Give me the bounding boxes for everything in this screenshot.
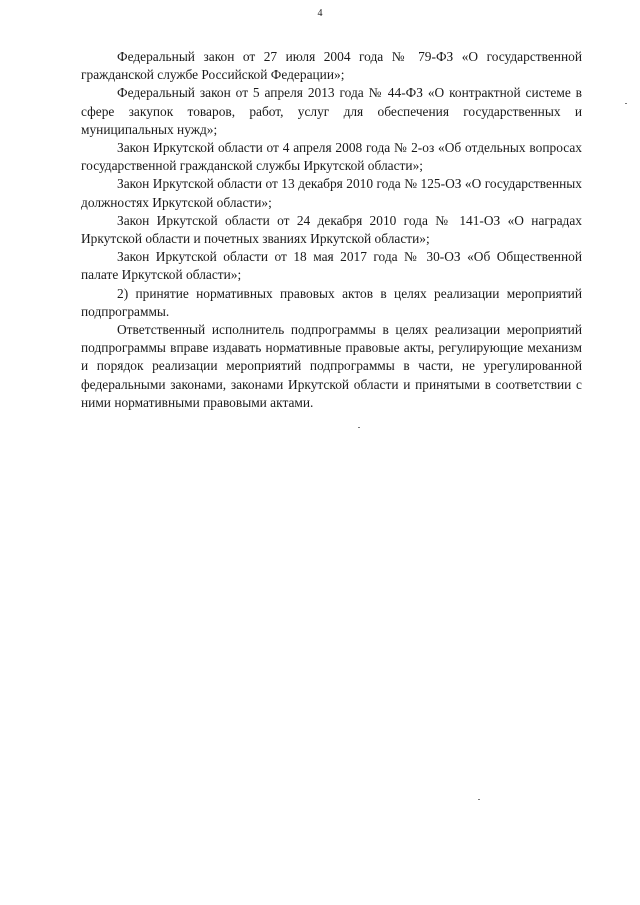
scan-speck	[478, 799, 480, 800]
paragraph-irkutsk-law-141: Закон Иркутской области от 24 декабря 2010 года № 141-ОЗ «О наградах Иркутской области и почетных званиях Иркутской области»;	[81, 212, 582, 247]
paragraph-federal-law-79: Федеральный закон от 27 июля 2004 года № 79-ФЗ «О государственной гражданской службе Российской Федерации»;	[81, 49, 582, 83]
paragraph-irkutsk-law-30: Закон Иркутской области от 18 мая 2017 года № 30-ОЗ «Об Общественной палате Иркутской области»;	[81, 249, 582, 283]
scan-speck	[358, 427, 360, 428]
document-body	[81, 48, 582, 412]
paragraph-federal-law-44: Федеральный закон от 5 апреля 2013 года № 44-ФЗ «О контрактной системе в сфере закупок товаров, работ, услуг для обеспечения государственных и муниципальных нужд»;	[81, 85, 582, 137]
paragraph-item-2: 2) принятие нормативных правовых актов в целях реализации мероприятий подпрограммы.	[81, 285, 582, 319]
paragraph-irkutsk-law-125: Закон Иркутской области от 13 декабря 2010 года № 125-ОЗ «О государственных должностях Иркутской области»;	[81, 176, 582, 210]
page-number: 4	[317, 8, 323, 19]
paragraph-responsible-executor: Ответственный исполнитель подпрограммы в целях реализации мероприятий подпрограммы вправе издавать нормативные правовые акты, регулирующие механизм и порядок реализации мероприятий подпрограммы в части, не урегулированной федеральными законами, законами Иркутской области и принятыми в соответствии с ними нормативными правовыми актами.	[81, 322, 582, 410]
scan-speck	[625, 103, 627, 104]
paragraph-irkutsk-law-2: Закон Иркутской области от 4 апреля 2008 года № 2-оз «Об отдельных вопросах государственной гражданской службы Иркутской области»;	[81, 140, 582, 174]
